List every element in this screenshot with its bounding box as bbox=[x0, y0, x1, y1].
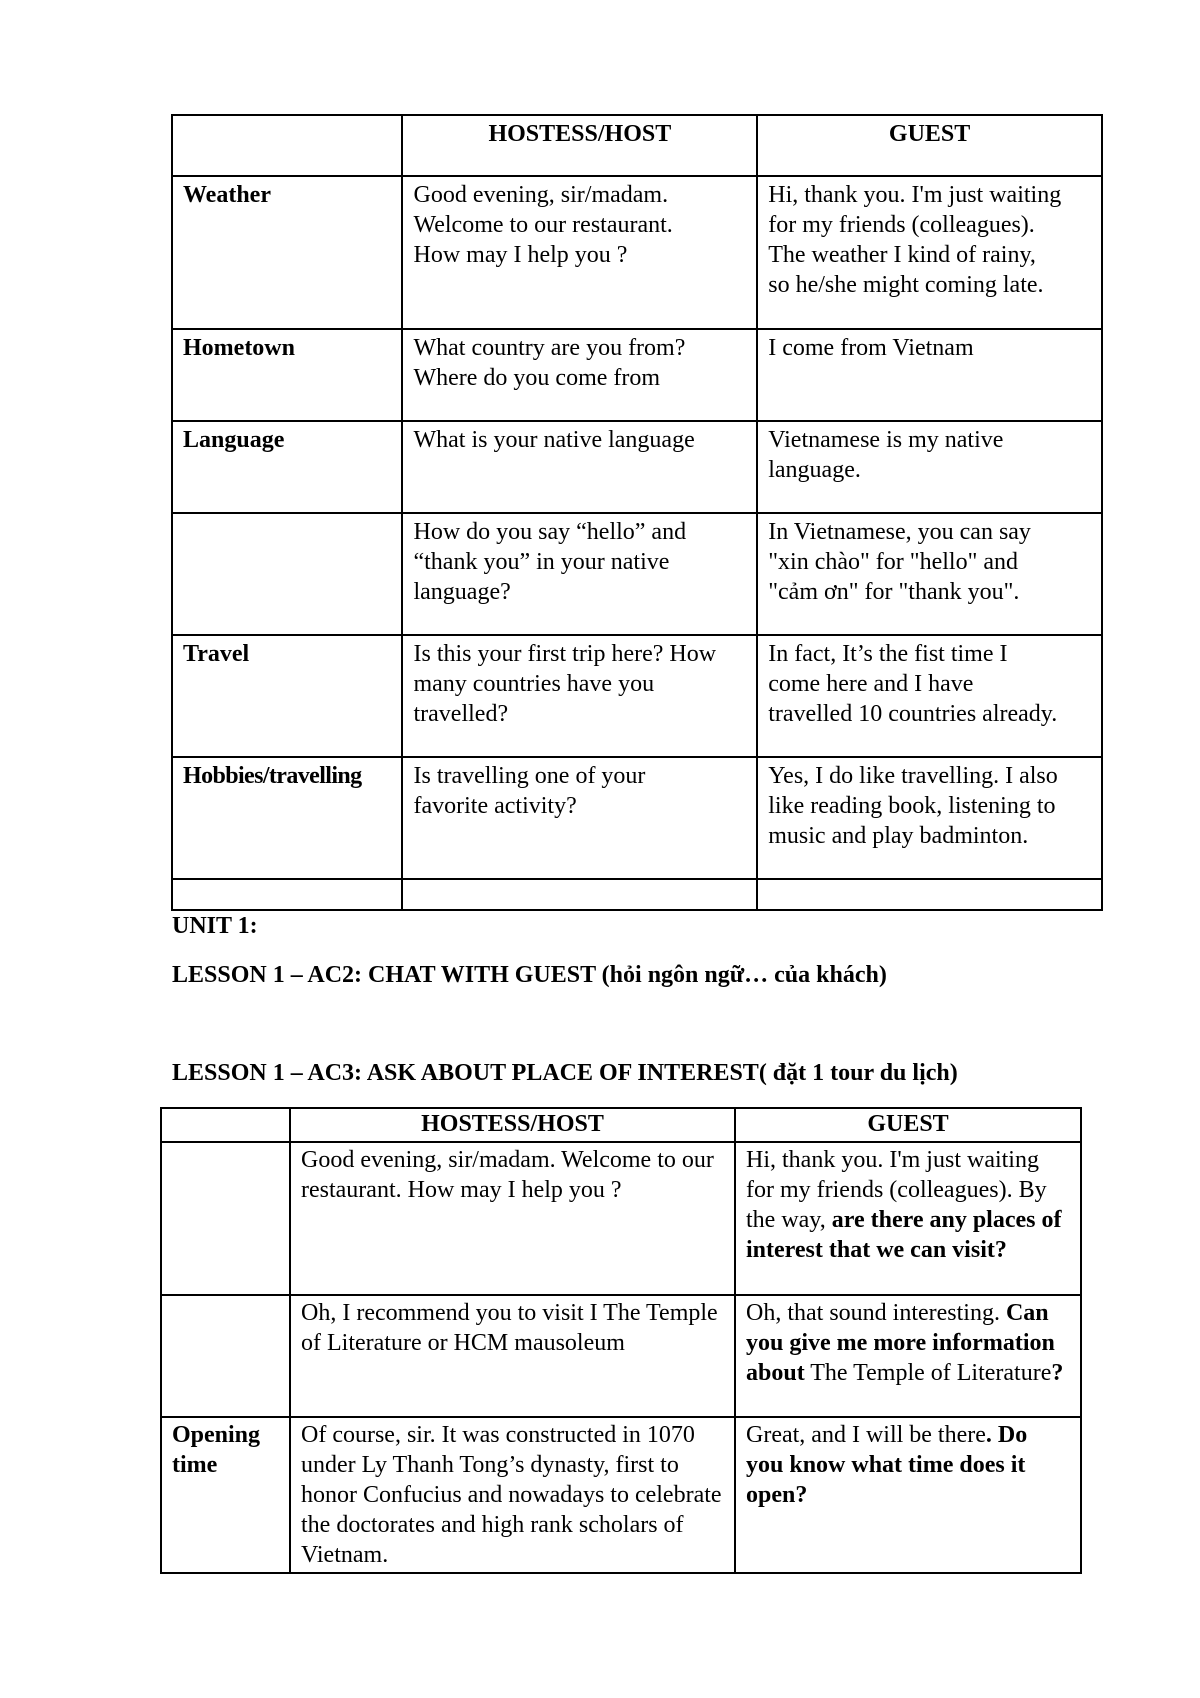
guest-line: come here and I have bbox=[768, 671, 974, 697]
host-line: Welcome to our restaurant. bbox=[413, 212, 673, 238]
guest-line: language. bbox=[768, 457, 861, 483]
guest-text: Hi, thank you. I'm just waiting for my friends (colleagues). By the way, bbox=[746, 1147, 1047, 1233]
host-line: How do you say “hello” and bbox=[413, 519, 687, 545]
guest-line: Yes, I do like travelling. I also bbox=[768, 763, 1058, 789]
topic-cell: Opening time bbox=[161, 1417, 290, 1573]
host-line: “thank you” in your native bbox=[413, 549, 670, 575]
guest-line: Hi, thank you. I'm just waiting bbox=[768, 182, 1062, 208]
guest-cell bbox=[735, 1417, 1081, 1573]
host-line: Good evening, sir/madam. bbox=[413, 182, 669, 208]
table-row bbox=[161, 1417, 1081, 1573]
topic-cell bbox=[161, 1295, 290, 1417]
guest-line: "cảm ơn" for "thank you". bbox=[768, 579, 1020, 605]
host-line: favorite activity? bbox=[413, 793, 577, 819]
guest-cell bbox=[757, 176, 1102, 329]
guest-cell bbox=[757, 421, 1102, 513]
topic-cell: Travel bbox=[172, 635, 402, 757]
table-row bbox=[172, 421, 1102, 513]
header-topic-cell bbox=[161, 1108, 290, 1142]
host-line: What country are you from? bbox=[413, 335, 686, 361]
table-row bbox=[172, 635, 1102, 757]
guest-cell bbox=[757, 513, 1102, 635]
guest-cell bbox=[735, 1142, 1081, 1295]
host-line: many countries have you bbox=[413, 671, 655, 697]
guest-line: Vietnamese is my native bbox=[768, 427, 1004, 453]
table-header-row bbox=[161, 1108, 1081, 1142]
table-row bbox=[161, 1295, 1081, 1417]
table-row bbox=[172, 757, 1102, 879]
host-cell bbox=[402, 757, 757, 879]
topic-cell: Hometown bbox=[172, 329, 402, 421]
guest-cell bbox=[757, 879, 1102, 910]
topic-cell: Hobbies/travelling bbox=[172, 757, 402, 879]
guest-line: In Vietnamese, you can say bbox=[768, 519, 1031, 545]
lesson-ac3-heading: LESSON 1 – AC3: ASK ABOUT PLACE OF INTEREST( đặt 1 tour du lịch) bbox=[172, 1060, 958, 1086]
guest-line: I come from Vietnam bbox=[768, 335, 974, 361]
host-cell: Of course, sir. It was constructed in 1070 under Ly Thanh Tong’s dynasty, first to honor Confucius and nowadays to celebrate the doctorates and high rank scholars of Vietnam. bbox=[290, 1417, 735, 1573]
topic-cell bbox=[172, 513, 402, 635]
topic-cell: Language bbox=[172, 421, 402, 513]
host-cell: Good evening, sir/madam. Welcome to our restaurant. How may I help you ? bbox=[290, 1142, 735, 1295]
host-line: travelled? bbox=[413, 701, 509, 727]
host-line: language? bbox=[413, 579, 511, 605]
host-line: How may I help you ? bbox=[413, 242, 628, 268]
guest-text-tail: The Temple of Literature bbox=[804, 1360, 1052, 1386]
guest-text: Oh, that sound interesting. bbox=[746, 1300, 1006, 1326]
host-line: Is travelling one of your bbox=[413, 763, 646, 789]
guest-line: In fact, It’s the fist time I bbox=[768, 641, 1008, 667]
guest-line: like reading book, listening to bbox=[768, 793, 1056, 819]
table-row bbox=[161, 1142, 1081, 1295]
table-row bbox=[172, 879, 1102, 910]
topic-cell bbox=[172, 879, 402, 910]
guest-question-text: Can you give me more information about bbox=[746, 1300, 1055, 1386]
guest-line: so he/she might coming late. bbox=[768, 272, 1044, 298]
table-row bbox=[172, 329, 1102, 421]
header-host-cell: HOSTESS/HOST bbox=[290, 1108, 735, 1142]
lesson-ac2-heading: LESSON 1 – AC2: CHAT WITH GUEST (hỏi ngôn ngữ… của khách) bbox=[172, 962, 887, 988]
header-host-cell: HOSTESS/HOST bbox=[402, 115, 757, 176]
topic-cell: Weather bbox=[172, 176, 402, 329]
guest-question-text: are there any places of interest that we can visit? bbox=[746, 1207, 1062, 1263]
guest-line: for my friends (colleagues). bbox=[768, 212, 1035, 238]
host-guest-table-ac2 bbox=[171, 114, 1103, 911]
header-guest-cell: GUEST bbox=[735, 1108, 1081, 1142]
host-cell bbox=[402, 635, 757, 757]
host-cell bbox=[402, 176, 757, 329]
host-cell: Oh, I recommend you to visit I The Temple of Literature or HCM mausoleum bbox=[290, 1295, 735, 1417]
guest-line: music and play badminton. bbox=[768, 823, 1029, 849]
host-line: Is this your first trip here? How bbox=[413, 641, 717, 667]
guest-cell bbox=[757, 635, 1102, 757]
host-cell bbox=[402, 879, 757, 910]
header-guest-cell: GUEST bbox=[757, 115, 1102, 176]
guest-text: Great, and I will be there bbox=[746, 1422, 986, 1448]
guest-cell bbox=[757, 757, 1102, 879]
host-line: What is your native language bbox=[413, 427, 695, 453]
guest-line: "xin chào" for "hello" and bbox=[768, 549, 1019, 575]
host-line: Where do you come from bbox=[413, 365, 661, 391]
guest-question-text: . Do you know what time does it open? bbox=[746, 1422, 1028, 1508]
host-cell bbox=[402, 329, 757, 421]
host-cell bbox=[402, 421, 757, 513]
unit-heading: UNIT 1: bbox=[172, 913, 258, 939]
guest-cell bbox=[735, 1295, 1081, 1417]
guest-line: travelled 10 countries already. bbox=[768, 701, 1058, 727]
header-topic-cell bbox=[172, 115, 402, 176]
table-header-row bbox=[172, 115, 1102, 176]
host-cell bbox=[402, 513, 757, 635]
table-row bbox=[172, 513, 1102, 635]
host-guest-table-ac3 bbox=[160, 1107, 1082, 1574]
guest-line: The weather I kind of rainy, bbox=[768, 242, 1036, 268]
guest-question-mark: ? bbox=[1051, 1360, 1064, 1386]
table-row bbox=[172, 176, 1102, 329]
topic-cell bbox=[161, 1142, 290, 1295]
guest-cell bbox=[757, 329, 1102, 421]
